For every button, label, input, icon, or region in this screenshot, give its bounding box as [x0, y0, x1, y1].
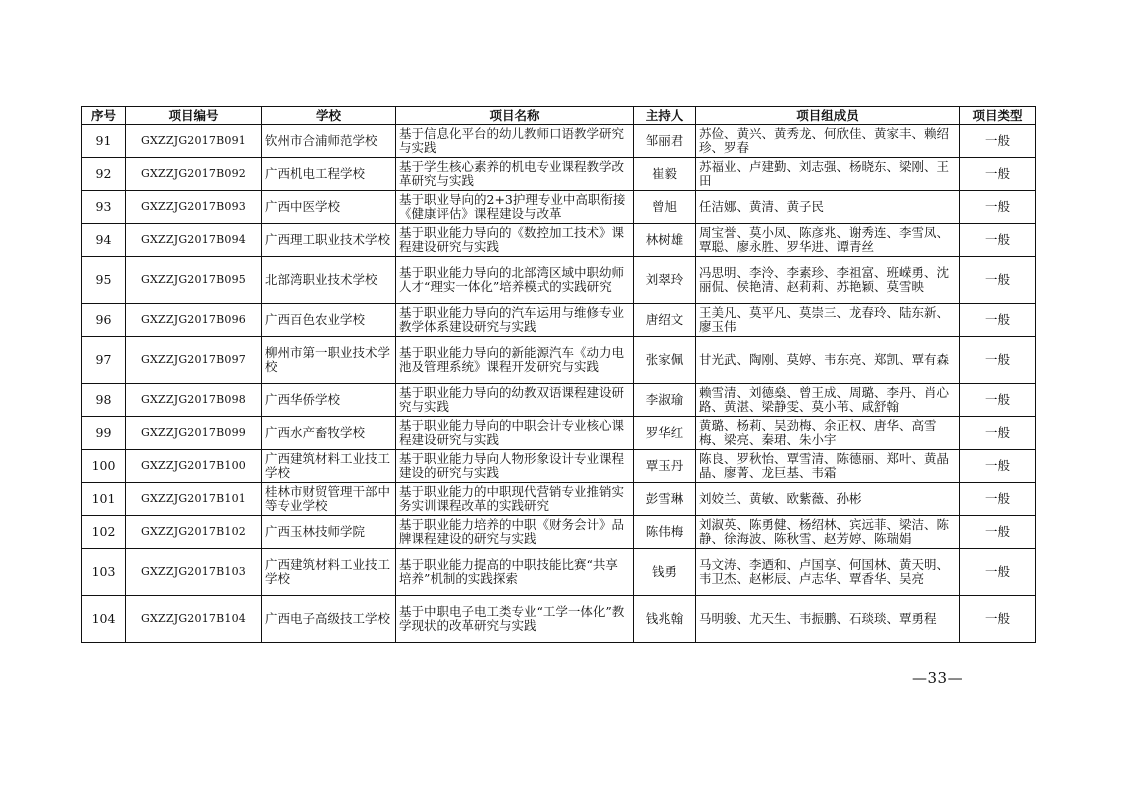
- cell-school: 广西华侨学校: [262, 384, 396, 417]
- cell-host: 陈伟梅: [634, 516, 696, 549]
- cell-title: 基于职业能力培养的中职《财务会计》品牌课程建设的研究与实践: [396, 516, 634, 549]
- cell-code: GXZZJG2017B097: [126, 337, 262, 384]
- cell-type: 一般: [960, 384, 1036, 417]
- cell-title: 基于职业导向的2+3护理专业中高职衔接《健康评估》课程建设与改革: [396, 191, 634, 224]
- cell-code: GXZZJG2017B094: [126, 224, 262, 257]
- cell-title: 基于职业能力导向的北部湾区域中职幼师人才“理实一体化”培养模式的实践研究: [396, 257, 634, 304]
- cell-no: 97: [82, 337, 126, 384]
- table-row: [82, 450, 1036, 483]
- cell-members: 苏俭、黄兴、黄秀龙、何欣佳、黄家丰、赖绍珍、罗春: [696, 125, 960, 158]
- header-code: 项目编号: [126, 107, 262, 125]
- cell-host: 罗华红: [634, 417, 696, 450]
- cell-type: 一般: [960, 158, 1036, 191]
- cell-code: GXZZJG2017B102: [126, 516, 262, 549]
- cell-members: 苏福业、卢建勤、刘志强、杨晓东、梁刚、王田: [696, 158, 960, 191]
- cell-members: 冯思明、李泠、李素珍、李祖富、班嵘勇、沈丽侃、侯艳清、赵莉莉、苏艳颖、莫雪映: [696, 257, 960, 304]
- cell-host: 钱勇: [634, 549, 696, 596]
- cell-school: 钦州市合浦师范学校: [262, 125, 396, 158]
- cell-no: 95: [82, 257, 126, 304]
- cell-members: 甘光武、陶刚、莫婷、韦东亮、郑凯、覃有森: [696, 337, 960, 384]
- cell-school: 广西建筑材料工业技工学校: [262, 450, 396, 483]
- table-row: [82, 516, 1036, 549]
- cell-title: 基于职业能力提高的中职技能比赛“共享培养”机制的实践探索: [396, 549, 634, 596]
- cell-title: 基于职业能力导向的幼教双语课程建设研究与实践: [396, 384, 634, 417]
- cell-type: 一般: [960, 549, 1036, 596]
- cell-host: 曾旭: [634, 191, 696, 224]
- project-table: [81, 106, 1036, 643]
- cell-code: GXZZJG2017B096: [126, 304, 262, 337]
- page-number: —33—: [912, 669, 964, 687]
- table-row: [82, 337, 1036, 384]
- cell-title: 基于信息化平台的幼儿教师口语教学研究与实践: [396, 125, 634, 158]
- cell-host: 刘翠玲: [634, 257, 696, 304]
- cell-members: 黄璐、杨莉、吴劲梅、余正权、唐华、高雪梅、梁亮、秦珺、朱小宇: [696, 417, 960, 450]
- cell-type: 一般: [960, 224, 1036, 257]
- cell-type: 一般: [960, 596, 1036, 643]
- cell-code: GXZZJG2017B091: [126, 125, 262, 158]
- cell-code: GXZZJG2017B099: [126, 417, 262, 450]
- cell-type: 一般: [960, 304, 1036, 337]
- cell-type: 一般: [960, 483, 1036, 516]
- cell-members: 刘淑英、陈勇健、杨绍林、宾远菲、梁洁、陈静、徐海波、陈秋雪、赵芳婷、陈瑞娟: [696, 516, 960, 549]
- cell-host: 邹丽君: [634, 125, 696, 158]
- cell-members: 周宝誉、莫小凤、陈彦兆、谢秀连、李雪凤、覃聪、廖永胜、罗华进、谭青丝: [696, 224, 960, 257]
- cell-host: 唐绍文: [634, 304, 696, 337]
- cell-no: 100: [82, 450, 126, 483]
- cell-type: 一般: [960, 191, 1036, 224]
- cell-code: GXZZJG2017B101: [126, 483, 262, 516]
- cell-school: 桂林市财贸管理干部中等专业学校: [262, 483, 396, 516]
- header-no: 序号: [82, 107, 126, 125]
- table-row: [82, 257, 1036, 304]
- table-row: [82, 384, 1036, 417]
- table-header-row: [82, 107, 1036, 125]
- cell-no: 99: [82, 417, 126, 450]
- cell-host: 李淑瑜: [634, 384, 696, 417]
- table-row: [82, 549, 1036, 596]
- cell-no: 102: [82, 516, 126, 549]
- cell-title: 基于中职电子电工类专业“工学一体化”教学现状的改革研究与实践: [396, 596, 634, 643]
- cell-code: GXZZJG2017B092: [126, 158, 262, 191]
- cell-members: 陈良、罗秋怡、覃雪清、陈德丽、郑叶、黄晶晶、廖菁、龙巨基、韦霜: [696, 450, 960, 483]
- cell-type: 一般: [960, 417, 1036, 450]
- header-school: 学校: [262, 107, 396, 125]
- cell-host: 钱兆翰: [634, 596, 696, 643]
- cell-members: 马明骏、尤天生、韦振鹏、石琰琰、覃勇程: [696, 596, 960, 643]
- cell-code: GXZZJG2017B098: [126, 384, 262, 417]
- cell-host: 彭雪琳: [634, 483, 696, 516]
- table-row: [82, 596, 1036, 643]
- cell-no: 103: [82, 549, 126, 596]
- cell-host: 覃玉丹: [634, 450, 696, 483]
- cell-title: 基于职业能力的中职现代营销专业推销实务实训课程改革的实践研究: [396, 483, 634, 516]
- cell-members: 任洁娜、黄清、黄子民: [696, 191, 960, 224]
- cell-host: 林树雄: [634, 224, 696, 257]
- table-row: [82, 224, 1036, 257]
- cell-members: 王美凡、莫平凡、莫崇三、龙春玲、陆东新、廖玉伟: [696, 304, 960, 337]
- cell-school: 北部湾职业技术学校: [262, 257, 396, 304]
- cell-school: 广西机电工程学校: [262, 158, 396, 191]
- cell-school: 柳州市第一职业技术学校: [262, 337, 396, 384]
- header-type: 项目类型: [960, 107, 1036, 125]
- cell-title: 基于职业能力导向的《数控加工技术》课程建设研究与实践: [396, 224, 634, 257]
- project-table-container: [81, 106, 1036, 643]
- cell-members: 赖雪清、刘德燊、曾王成、周璐、李丹、肖心路、黄湛、梁静雯、莫小苇、咸舒翰: [696, 384, 960, 417]
- cell-code: GXZZJG2017B100: [126, 450, 262, 483]
- header-title: 项目名称: [396, 107, 634, 125]
- cell-title: 基于职业能力导向的汽车运用与维修专业教学体系建设研究与实践: [396, 304, 634, 337]
- cell-title: 基于职业能力导向的中职会计专业核心课程建设研究与实践: [396, 417, 634, 450]
- cell-code: GXZZJG2017B104: [126, 596, 262, 643]
- cell-code: GXZZJG2017B095: [126, 257, 262, 304]
- cell-school: 广西电子高级技工学校: [262, 596, 396, 643]
- cell-title: 基于学生核心素养的机电专业课程教学改革研究与实践: [396, 158, 634, 191]
- cell-type: 一般: [960, 257, 1036, 304]
- cell-host: 张家佩: [634, 337, 696, 384]
- cell-type: 一般: [960, 337, 1036, 384]
- table-row: [82, 125, 1036, 158]
- cell-no: 92: [82, 158, 126, 191]
- cell-type: 一般: [960, 516, 1036, 549]
- cell-members: 刘姣兰、黄敏、欧紫薇、孙彬: [696, 483, 960, 516]
- cell-school: 广西建筑材料工业技工学校: [262, 549, 396, 596]
- cell-type: 一般: [960, 450, 1036, 483]
- cell-school: 广西中医学校: [262, 191, 396, 224]
- table-row: [82, 191, 1036, 224]
- header-members: 项目组成员: [696, 107, 960, 125]
- cell-school: 广西玉林技师学院: [262, 516, 396, 549]
- cell-no: 104: [82, 596, 126, 643]
- cell-no: 91: [82, 125, 126, 158]
- cell-host: 崔毅: [634, 158, 696, 191]
- table-row: [82, 417, 1036, 450]
- cell-no: 101: [82, 483, 126, 516]
- header-host: 主持人: [634, 107, 696, 125]
- cell-title: 基于职业能力导向的新能源汽车《动力电池及管理系统》课程开发研究与实践: [396, 337, 634, 384]
- cell-no: 96: [82, 304, 126, 337]
- cell-no: 98: [82, 384, 126, 417]
- cell-school: 广西水产畜牧学校: [262, 417, 396, 450]
- cell-no: 94: [82, 224, 126, 257]
- cell-code: GXZZJG2017B093: [126, 191, 262, 224]
- cell-school: 广西理工职业技术学校: [262, 224, 396, 257]
- cell-type: 一般: [960, 125, 1036, 158]
- table-row: [82, 158, 1036, 191]
- cell-title: 基于职业能力导向人物形象设计专业课程建设的研究与实践: [396, 450, 634, 483]
- table-row: [82, 304, 1036, 337]
- cell-no: 93: [82, 191, 126, 224]
- table-row: [82, 483, 1036, 516]
- cell-code: GXZZJG2017B103: [126, 549, 262, 596]
- cell-members: 马文涛、李迺和、卢国享、何国林、黄天明、韦卫杰、赵彬辰、卢志华、覃香华、吴亮: [696, 549, 960, 596]
- cell-school: 广西百色农业学校: [262, 304, 396, 337]
